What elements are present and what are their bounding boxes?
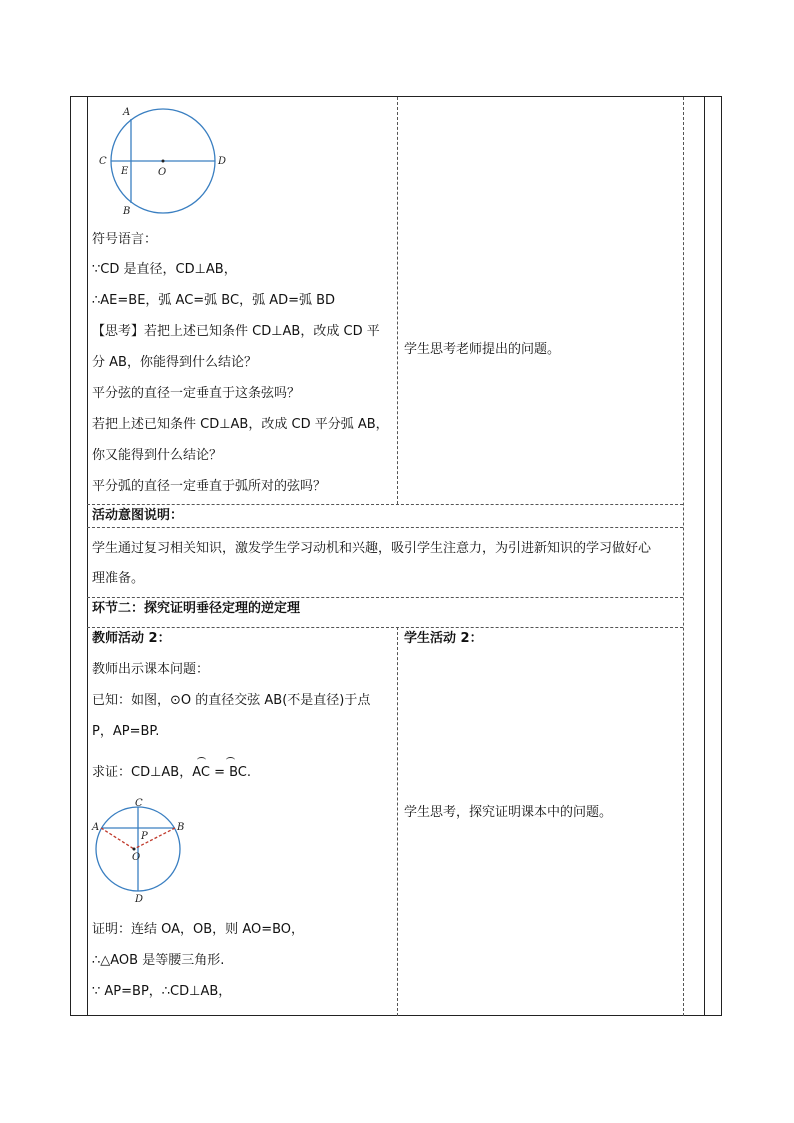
label-d-2: D [135, 894, 144, 905]
row-divider-3 [87, 597, 683, 598]
proof-line-3: ∵ AP=BP，∴CD⊥AB， [92, 984, 232, 999]
center-point-2 [133, 848, 136, 851]
inner-right-border [704, 97, 705, 1016]
label-e: E [121, 166, 129, 177]
label-d: D [218, 156, 227, 167]
given-statement-cont: P，AP=BP. [92, 724, 160, 739]
student-response-2: 学生思考，探究证明课本中的问题。 [404, 805, 613, 820]
textbook-problem-intro: 教师出示课本问题： [92, 662, 210, 677]
segment-oa [101, 828, 134, 849]
row-divider-4 [87, 627, 683, 628]
think-question-3-cont: 你又能得到什么结论？ [92, 448, 223, 463]
given-statement: 已知：如图，⊙O 的直径交弦 AB(不是直径)于点 [92, 693, 371, 708]
think-question-1: 【思考】若把上述已知条件 CD⊥AB，改成 CD 平 [92, 324, 380, 339]
think-question-4: 平分弧的直径一定垂直于弧所对的弦吗？ [92, 479, 327, 494]
arc-mark-bc [226, 757, 235, 763]
row-divider-1 [87, 504, 683, 505]
label-a: A [123, 107, 131, 118]
conclusion-line: ∴AE=BE，弧 AC=弧 BC，弧 AD=弧 BD [92, 293, 336, 308]
given-line: ∵CD 是直径，CD⊥AB， [92, 262, 237, 277]
label-o-2: O [132, 852, 141, 863]
arc-mark-ac [197, 757, 206, 763]
think-question-2: 平分弦的直径一定垂直于这条弦吗？ [92, 386, 301, 401]
student-response-1: 学生思考老师提出的问题。 [404, 342, 561, 357]
label-p: P [141, 831, 148, 842]
label-b: B [123, 206, 131, 217]
row-divider-2 [87, 527, 683, 528]
label-c-2: C [135, 798, 143, 809]
proof-line-1: 证明：连结 OA，OB，则 AO=BO， [92, 922, 305, 937]
center-point [162, 160, 165, 163]
intent-line-1: 学生通过复习相关知识，激发学生学习动机和兴趣，吸引学生注意力，为引进新知识的学习做好心 [92, 541, 652, 556]
teacher-activity-title: 教师活动 2： [92, 631, 171, 646]
think-question-3: 若把上述已知条件 CD⊥AB，改成 CD 平分弧 AB， [92, 417, 389, 432]
label-b-2: B [177, 822, 185, 833]
symbol-language-label: 符号语言： [92, 232, 158, 247]
figure-circle-2 [90, 796, 190, 906]
section-2-title: 环节二：探究证明垂径定理的逆定理 [92, 601, 301, 616]
inner-left-border [87, 97, 88, 1016]
label-o: O [158, 167, 167, 178]
column-divider-2 [397, 627, 398, 1016]
intent-line-2: 理准备。 [92, 571, 145, 586]
figure-circle-1 [95, 104, 235, 219]
think-question-1-cont: 分 AB，你能得到什么结论？ [92, 355, 257, 370]
label-c: C [99, 156, 107, 167]
student-activity-title: 学生活动 2： [404, 631, 483, 646]
prove-statement: 求证：CD⊥AB，AC = BC. [92, 765, 252, 780]
label-a-2: A [92, 822, 100, 833]
intent-title: 活动意图说明： [92, 508, 184, 523]
column-divider-1 [397, 97, 398, 504]
right-margin-line [683, 97, 684, 1016]
proof-line-2: ∴△AOB 是等腰三角形. [92, 953, 225, 968]
